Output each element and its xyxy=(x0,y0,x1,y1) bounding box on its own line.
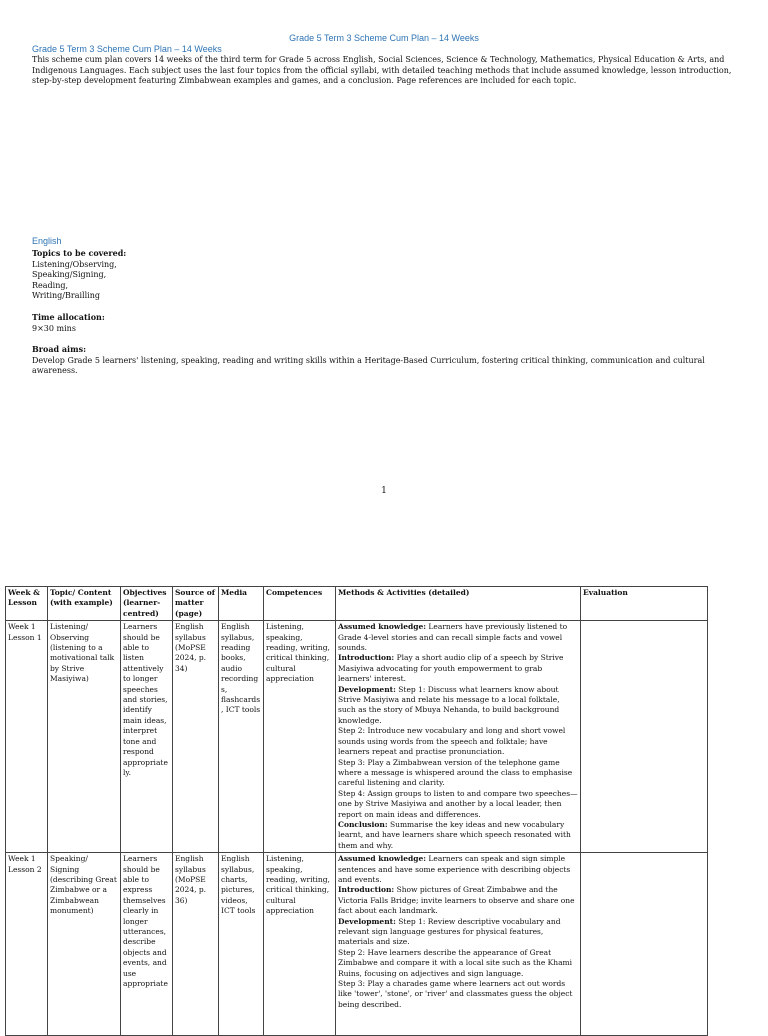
method-line: Introduction: Play a short audio clip of a speech by Strive Masiyiwa advocating for youth empowerment to grab learners' interest. xyxy=(338,653,564,684)
source-cell: English syllabus (MoPSE 2024, p. 36) xyxy=(173,853,219,1036)
topic-item: Writing/Brailling xyxy=(32,291,100,300)
header-methods: Methods & Activities (detailed) xyxy=(336,587,581,621)
topics-label: Topics to be covered xyxy=(32,248,124,258)
time-value: 9×30 mins xyxy=(32,323,76,333)
method-line: Step 4: Assign groups to listen to and compare two speeches—one by Strive Masiyiwa and another by a local leader, then report on main ideas and differences. xyxy=(338,788,578,819)
objectives-cell: Learners should be able to listen attentively to longer speeches and stories, identify main ideas, interpret tone and respond appropriately. xyxy=(121,621,173,853)
topic-item: Reading, xyxy=(32,280,69,290)
methods-cell xyxy=(336,853,581,1036)
broad-aims-block: Broad aims: Develop Grade 5 learners' listening, speaking, reading and writing skills within a Heritage-Based Curriculum, fostering critical thinking, communication and cultural awareness. xyxy=(32,344,736,377)
method-line: Step 2: Have learners describe the appearance of Great Zimbabwe and compare it with a local site such as the Khami Ruins, focusing on adjectives and sign language. xyxy=(338,947,573,978)
method-line: Conclusion: Summarise the key ideas and new vocabulary learnt, and have learners share which speech resonated with them and why. xyxy=(338,819,571,850)
method-line: Assumed knowledge: Learners can speak and sign simple sentences and have some experience with describing objects and events. xyxy=(338,854,571,884)
aims-label: Broad aims xyxy=(32,344,84,354)
evaluation-cell xyxy=(581,621,708,853)
scheme-table xyxy=(5,586,708,1036)
topic-item: Listening/Observing, xyxy=(32,259,117,269)
table-header-row xyxy=(6,587,708,621)
running-header: Grade 5 Term 3 Scheme Cum Plan – 14 Weeks xyxy=(289,33,479,43)
intro-paragraph: This scheme cum plan covers 14 weeks of the third term for Grade 5 across English, Social Sciences, Science & Technology, Mathematics, Physical Education & Arts, and Indigenous Languages. Each subject uses the last four topics from the official syllabi, with detailed teaching methods that include assumed knowledge, lesson introduction, step-by-step development featuring Zimbabwean examples and games, and a conclusion. Page references are included for each topic. xyxy=(32,55,732,85)
topics-block: Topics to be covered: Listening/Observing, Speaking/Signing, Reading, Writing/Brailling xyxy=(32,248,127,300)
page-number: 1 xyxy=(381,486,387,496)
topic-cell: Listening/ Observing (listening to a motivational talk by Strive Masiyiwa) xyxy=(48,621,121,853)
method-line: Step 2: Introduce new vocabulary and long and short vowel sounds using words from the speech and folktale; have learners repeat and practise pronunciation. xyxy=(338,726,566,757)
topic-cell: Speaking/ Signing (describing Great Zimbabwe or a Zimbabwean monument) xyxy=(48,853,121,1036)
header-media: Media xyxy=(219,587,264,621)
media-cell: English syllabus, reading books, audio recordings, flashcards, ICT tools xyxy=(219,621,264,853)
evaluation-cell xyxy=(581,853,708,1036)
time-label: Time allocation xyxy=(32,312,102,322)
media-cell: English syllabus, charts, pictures, videos, ICT tools xyxy=(219,853,264,1036)
method-line: Introduction: Show pictures of Great Zimbabwe and the Victoria Falls Bridge; invite learners to observe and share one fact about each landmark. xyxy=(338,885,575,916)
english-section-heading: English xyxy=(32,236,62,246)
competences-cell: Listening, speaking, reading, writing, critical thinking, cultural appreciation xyxy=(264,621,336,853)
method-line: Development: Step 1: Review descriptive vocabulary and relevant sign language gestures for physical features, materials and size. xyxy=(338,916,561,947)
method-line: Assumed knowledge: Learners have previously listened to Grade 4-level stories and can recall simple facts and vowel sounds. xyxy=(338,622,568,653)
source-cell: English syllabus (MoPSE 2024, p. 34) xyxy=(173,621,219,853)
objectives-cell: Learners should be able to express themselves clearly in longer utterances, describe objects and events, and use appropriate xyxy=(121,853,173,1036)
document-title: Grade 5 Term 3 Scheme Cum Plan – 14 Weeks xyxy=(32,44,222,54)
methods-cell xyxy=(336,621,581,853)
table-row xyxy=(6,621,708,853)
week-cell: Week 1 Lesson 2 xyxy=(6,853,48,1036)
header-competences: Competences xyxy=(264,587,336,621)
header-objectives: Objectives (learner-centred) xyxy=(121,587,173,621)
header-source: Source of matter (page) xyxy=(173,587,219,621)
method-line: Step 3: Play a Zimbabwean version of the telephone game where a message is whispered around the class to emphasise careful listening and clarity. xyxy=(338,757,573,788)
week-cell: Week 1 Lesson 1 xyxy=(6,621,48,853)
method-line: Step 3: Play a charades game where learners act out words like 'tower', 'stone', or 'river' and classmates guess the object being described. xyxy=(338,979,573,1009)
time-allocation-block: Time allocation: 9×30 mins xyxy=(32,312,105,333)
method-line: Development: Step 1: Discuss what learners know about Strive Masiyiwa and relate his message to a local folktale, such as the story of Mbuya Nehanda, to build background knowledge. xyxy=(338,684,560,725)
header-evaluation: Evaluation xyxy=(581,587,708,621)
competences-cell: Listening, speaking, reading, writing, critical thinking, cultural appreciation xyxy=(264,853,336,1036)
header-week: Week & Lesson xyxy=(6,587,48,621)
aims-text: Develop Grade 5 learners' listening, speaking, reading and writing skills within a Heritage-Based Curriculum, fostering critical thinking, communication and cultural awareness. xyxy=(32,355,705,375)
topic-item: Speaking/Signing, xyxy=(32,270,107,279)
table-row xyxy=(6,853,708,1036)
header-topic: Topic/ Content (with example) xyxy=(48,587,121,621)
